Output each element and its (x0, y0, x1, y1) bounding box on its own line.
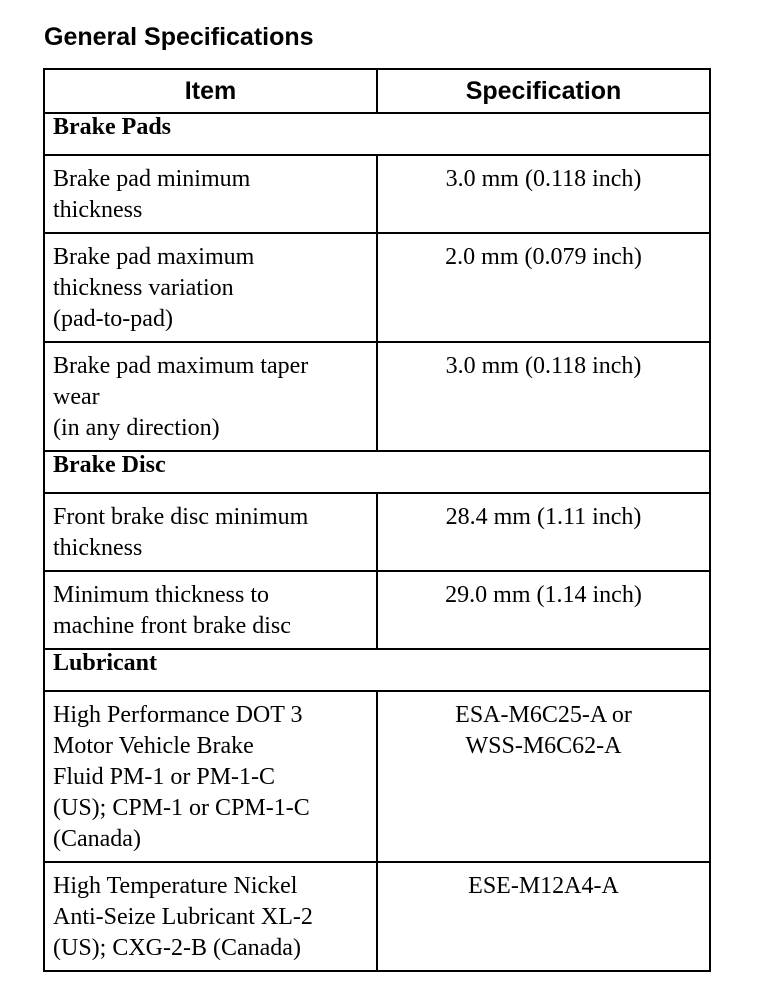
spec-text: 28.4 mm (1.11 inch) (445, 504, 642, 530)
item-cell (44, 571, 377, 649)
item-cell (44, 691, 377, 862)
table-row (44, 493, 710, 571)
section-row-brake-disc (44, 451, 710, 493)
section-title: Lubricant (44, 649, 710, 691)
spec-text: 2.0 mm (0.079 inch) (445, 244, 642, 270)
spec-text: ESE-M12A4-A (468, 873, 619, 899)
section-row-lubricant (44, 649, 710, 691)
spec-cell (377, 342, 710, 451)
item-text: High Temperature Nickel Anti-Seize Lubricant XL-2 (US); CXG-2-B (Canada) (53, 873, 313, 961)
spec-cell (377, 862, 710, 971)
item-cell (44, 493, 377, 571)
column-header-item: Item (44, 69, 377, 113)
item-text: Brake pad maximum taper wear (in any direction) (53, 353, 309, 441)
item-text: Brake pad minimum thickness (53, 166, 251, 223)
table-row (44, 571, 710, 649)
item-cell (44, 233, 377, 342)
page-title: General Specifications (44, 23, 314, 51)
item-text: Brake pad maximum thickness variation (pad-to-pad) (53, 244, 255, 332)
table-row (44, 233, 710, 342)
table-row (44, 862, 710, 971)
table-row (44, 342, 710, 451)
section-row-brake-pads (44, 113, 710, 155)
section-title: Brake Disc (44, 451, 710, 493)
spec-text: 3.0 mm (0.118 inch) (445, 166, 642, 192)
item-text: Minimum thickness to machine front brake disc (53, 582, 291, 639)
header-row (44, 69, 710, 113)
spec-text: 3.0 mm (0.118 inch) (445, 353, 642, 379)
spec-cell (377, 233, 710, 342)
item-cell (44, 862, 377, 971)
item-cell (44, 155, 377, 233)
item-text: Front brake disc minimum thickness (53, 504, 309, 561)
item-text: High Performance DOT 3 Motor Vehicle Brake Fluid PM-1 or PM-1-C (US); CPM-1 or CPM-1-C (Canada) (53, 702, 310, 852)
spec-text: 29.0 mm (1.14 inch) (445, 582, 642, 608)
spec-cell (377, 571, 710, 649)
specifications-table (43, 68, 711, 972)
spec-cell (377, 493, 710, 571)
item-cell (44, 342, 377, 451)
column-header-specification: Specification (377, 69, 710, 113)
spec-cell (377, 691, 710, 862)
section-title: Brake Pads (44, 113, 710, 155)
spec-text: ESA-M6C25-A or WSS-M6C62-A (455, 702, 632, 759)
spec-cell (377, 155, 710, 233)
table-row (44, 155, 710, 233)
table-row (44, 691, 710, 862)
